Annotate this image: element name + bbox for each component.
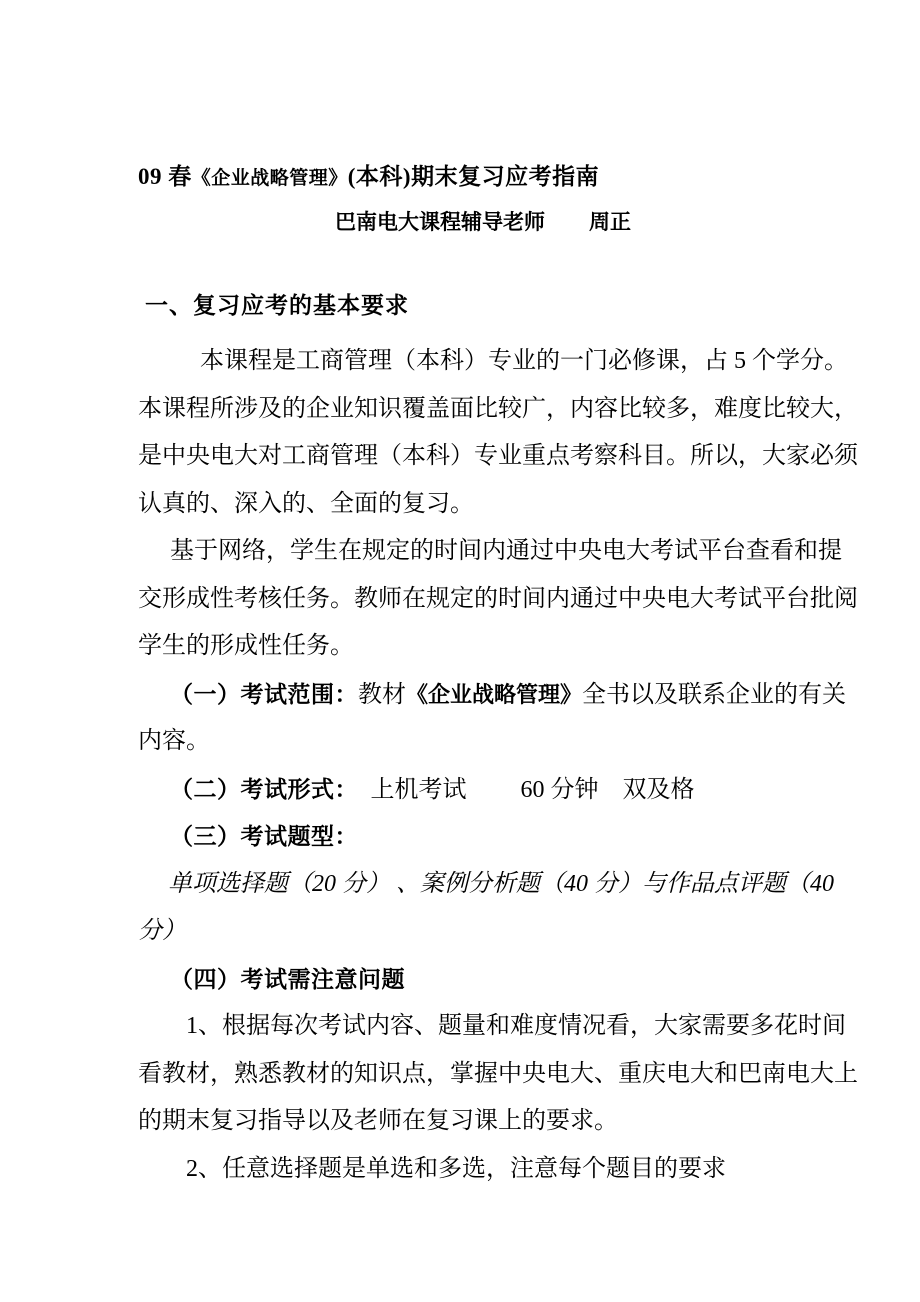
text-line	[138, 386, 858, 434]
text-segment: 上机考试 60 分钟 双及格	[346, 776, 695, 803]
document-title	[138, 162, 818, 194]
title-prefix: 09 春	[138, 164, 192, 189]
text-line	[138, 528, 842, 576]
text-line	[138, 1098, 818, 1146]
text-line	[138, 908, 818, 956]
text-segment: 教材	[358, 681, 406, 708]
text-line	[138, 671, 847, 719]
text-segment: 本课程所涉及的企业知识覆盖面比较广，内容比较多，难度比较大，	[138, 395, 858, 422]
byline-role: 巴南电大课程辅导老师	[335, 210, 545, 234]
text-segment: 认真的、深入的、全面的复习。	[138, 490, 474, 517]
text-segment: 《企业战略管理》	[406, 681, 583, 707]
text-line	[138, 718, 818, 766]
text-line	[138, 861, 834, 909]
text-segment: 分）	[138, 918, 186, 944]
document-body	[138, 338, 858, 1193]
text-segment: 内容。	[138, 728, 210, 754]
title-suffix: (本科)期末复习应考指南	[347, 164, 600, 189]
text-segment: 基于网络，学生在规定的时间内通过中央电大考试平台查看和提	[170, 538, 842, 564]
text-segment: 是中央电大对工商管理（本科）专业重点考察科目。所以，大家必须	[138, 443, 858, 469]
text-segment: （四）考试需注意问题	[170, 965, 405, 992]
title-block	[138, 162, 818, 236]
text-line	[138, 576, 858, 624]
text-segment: 1、根据每次考试内容、题量和难度情况看，大家需要多花时间	[186, 1013, 846, 1039]
text-line	[138, 481, 818, 529]
section-heading: 一、复习应考的基本要求	[145, 292, 409, 318]
text-segment: 全书以及联系企业的有关	[582, 681, 847, 708]
text-line	[138, 1146, 818, 1194]
text-line	[138, 623, 818, 671]
byline-author: 周正	[589, 210, 631, 234]
text-line	[138, 1003, 846, 1051]
byline	[138, 208, 818, 236]
title-book-name: 《企业战略管理》	[191, 168, 348, 189]
text-segment: 的期末复习指导以及老师在复习课上的要求。	[138, 1108, 618, 1134]
text-segment: 交形成性考核任务。教师在规定的时间内通过中央电大考试平台批阅	[138, 585, 858, 612]
text-line	[138, 1051, 858, 1099]
text-line	[138, 433, 858, 481]
text-line	[138, 766, 818, 814]
text-segment: 本课程是工商管理（本科）专业的一门必修课，占 5 个学分。	[200, 348, 848, 374]
text-segment: 学生的形成性任务。	[138, 633, 354, 659]
text-line	[138, 956, 818, 1004]
text-segment: 单项选择题（20 分） 、案例分析题（40 分）与作品点评题（40	[168, 870, 834, 897]
text-segment: 2、任意选择题是单选和多选，注意每个题目的要求	[186, 1155, 726, 1182]
text-segment: （三）考试题型：	[170, 823, 358, 849]
text-line	[138, 338, 848, 386]
text-segment: 看教材，熟悉教材的知识点，掌握中央电大、重庆电大和巴南电大上	[138, 1060, 858, 1087]
text-segment: （二）考试形式：	[170, 775, 347, 802]
text-line	[138, 813, 818, 861]
text-segment: （一）考试范围：	[170, 680, 358, 707]
